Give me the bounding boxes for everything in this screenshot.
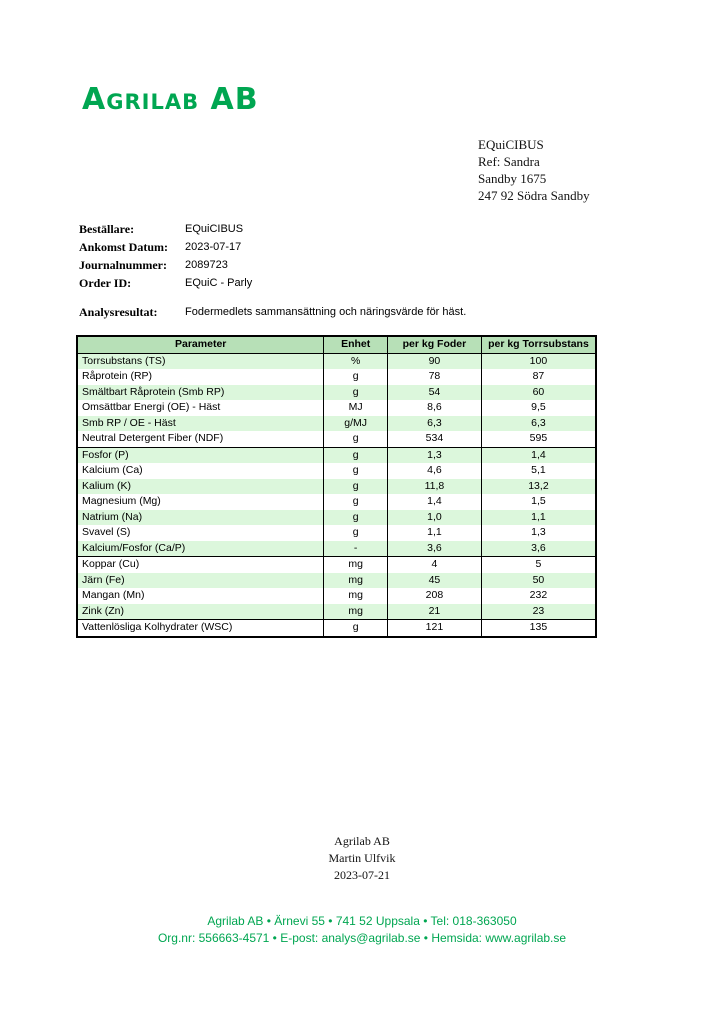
table-row <box>77 525 596 541</box>
info-row <box>79 274 252 292</box>
info-label: Journalnummer: <box>79 257 167 272</box>
table-row <box>77 369 596 385</box>
cell-per-kg-dry-matter <box>481 573 596 589</box>
value-text: 1,1 <box>531 510 546 523</box>
table-row <box>77 400 596 416</box>
company-logo: Agrilab AB <box>82 82 259 117</box>
value-text: 534 <box>425 432 444 444</box>
table-row <box>77 620 596 637</box>
cell-per-kg-feed <box>387 353 481 369</box>
table-row <box>77 573 596 589</box>
cell-parameter: Zink (Zn) <box>77 604 324 620</box>
cell-per-kg-dry-matter <box>481 431 596 447</box>
cell-per-kg-feed <box>387 479 481 495</box>
value-text: 208 <box>425 589 444 601</box>
footer-line: Agrilab AB • Ärnevi 55 • 741 52 Uppsala • Tel: 018-363050 <box>207 914 517 928</box>
table-row <box>77 541 596 557</box>
cell-per-kg-feed <box>387 604 481 620</box>
cell-unit: g <box>324 479 388 495</box>
value-text: 1,4 <box>427 495 442 507</box>
cell-unit: g <box>324 494 388 510</box>
cell-per-kg-feed <box>387 588 481 604</box>
value-text: 21 <box>428 604 441 617</box>
footer-line: Org.nr: 556663-4571 • E-post: analys@agrilab.se • Hemsida: www.agrilab.se <box>157 931 567 945</box>
table-row <box>77 353 596 369</box>
cell-per-kg-dry-matter <box>481 416 596 432</box>
footer <box>0 913 724 947</box>
table-row <box>77 463 596 479</box>
recipient-address <box>478 136 590 204</box>
cell-parameter: Fosfor (P) <box>77 447 324 463</box>
address-line: Sandby 1675 <box>478 171 547 186</box>
cell-per-kg-dry-matter <box>481 479 596 495</box>
analysis-label: Analysresultat: <box>79 304 158 319</box>
cell-per-kg-feed <box>387 416 481 432</box>
cell-unit: mg <box>324 588 388 604</box>
value-text: 121 <box>425 621 444 633</box>
info-label: Order ID: <box>79 275 132 290</box>
cell-per-kg-dry-matter <box>481 525 596 541</box>
cell-per-kg-feed <box>387 573 481 589</box>
cell-unit: g <box>324 510 388 526</box>
value-text: 11,8 <box>424 479 445 492</box>
cell-unit: MJ <box>324 400 388 416</box>
cell-unit: mg <box>324 573 388 589</box>
value-text: 23 <box>532 604 545 617</box>
value-text: 1,3 <box>427 448 442 461</box>
value-text: 5 <box>535 558 542 570</box>
value-text: 1,5 <box>531 495 546 507</box>
cell-parameter: Kalcium/Fosfor (Ca/P) <box>77 541 324 557</box>
cell-per-kg-dry-matter <box>481 369 596 385</box>
info-value: 2089723 <box>185 259 228 271</box>
cell-per-kg-dry-matter <box>481 604 596 620</box>
column-header-parameter: Parameter <box>77 336 324 353</box>
cell-unit: g <box>324 463 388 479</box>
cell-parameter: Svavel (S) <box>77 525 324 541</box>
cell-per-kg-dry-matter <box>481 510 596 526</box>
cell-parameter: Neutral Detergent Fiber (NDF) <box>77 431 324 447</box>
cell-per-kg-feed <box>387 620 481 637</box>
cell-unit: mg <box>324 557 388 573</box>
info-value: 2023-07-17 <box>185 241 242 253</box>
cell-unit: - <box>324 541 388 557</box>
info-value: EQuiC - Parly <box>185 277 253 289</box>
value-text: 595 <box>529 432 548 444</box>
cell-per-kg-feed <box>387 447 481 463</box>
cell-unit: % <box>324 353 388 369</box>
cell-per-kg-dry-matter <box>481 557 596 573</box>
address-line: 247 92 Södra Sandby <box>478 188 590 203</box>
cell-per-kg-feed <box>387 400 481 416</box>
cell-unit: g <box>324 525 388 541</box>
value-text: 3,6 <box>427 541 442 554</box>
cell-parameter: Omsättbar Energi (OE) - Häst <box>77 400 324 416</box>
value-text: 1,0 <box>427 510 442 523</box>
cell-per-kg-dry-matter <box>481 541 596 557</box>
table-row <box>77 588 596 604</box>
analysis-line <box>79 305 466 319</box>
cell-per-kg-dry-matter <box>481 447 596 463</box>
value-text: 5,1 <box>531 464 546 476</box>
cell-per-kg-dry-matter <box>481 494 596 510</box>
table-row <box>77 494 596 510</box>
cell-parameter: Råprotein (RP) <box>77 369 324 385</box>
cell-per-kg-feed <box>387 557 481 573</box>
cell-parameter: Mangan (Mn) <box>77 588 324 604</box>
cell-per-kg-dry-matter <box>481 620 596 637</box>
cell-parameter: Vattenlösliga Kolhydrater (WSC) <box>77 620 324 637</box>
value-text: 6,3 <box>531 416 546 429</box>
info-label: Ankomst Datum: <box>79 239 169 254</box>
value-text: 4 <box>431 558 438 570</box>
address-line: Ref: Sandra <box>478 154 540 169</box>
cell-per-kg-dry-matter <box>481 353 596 369</box>
table-row <box>77 557 596 573</box>
info-value: EQuiCIBUS <box>185 223 244 235</box>
info-row <box>79 220 252 238</box>
column-header-feed: per kg Foder <box>387 336 481 353</box>
value-text: 232 <box>529 589 548 601</box>
cell-parameter: Smb RP / OE - Häst <box>77 416 324 432</box>
cell-per-kg-feed <box>387 494 481 510</box>
cell-per-kg-feed <box>387 541 481 557</box>
value-text: 90 <box>428 354 441 367</box>
cell-per-kg-feed <box>387 385 481 401</box>
table-row <box>77 431 596 447</box>
value-text: 87 <box>532 370 545 382</box>
table-row <box>77 604 596 620</box>
value-text: 8,6 <box>427 401 442 413</box>
cell-parameter: Kalcium (Ca) <box>77 463 324 479</box>
cell-per-kg-feed <box>387 525 481 541</box>
cell-parameter: Kalium (K) <box>77 479 324 495</box>
cell-per-kg-feed <box>387 463 481 479</box>
cell-unit: g/MJ <box>324 416 388 432</box>
value-text: 13,2 <box>528 479 549 492</box>
cell-per-kg-dry-matter <box>481 400 596 416</box>
value-text: 135 <box>529 621 548 633</box>
value-text: 45 <box>428 573 441 586</box>
cell-unit: g <box>324 369 388 385</box>
cell-parameter: Natrium (Na) <box>77 510 324 526</box>
signature-line: Agrilab AB <box>334 834 390 848</box>
cell-per-kg-dry-matter <box>481 463 596 479</box>
value-text: 1,1 <box>427 526 442 538</box>
column-header-unit: Enhet <box>324 336 388 353</box>
cell-parameter: Koppar (Cu) <box>77 557 324 573</box>
value-text: 78 <box>428 370 441 382</box>
signature-block <box>0 833 724 884</box>
value-text: 3,6 <box>531 541 546 554</box>
value-text: 4,6 <box>427 464 442 476</box>
info-row <box>79 256 252 274</box>
results-table <box>76 335 597 638</box>
cell-per-kg-feed <box>387 510 481 526</box>
cell-unit: g <box>324 620 388 637</box>
value-text: 1,3 <box>531 526 546 538</box>
cell-parameter: Järn (Fe) <box>77 573 324 589</box>
cell-per-kg-dry-matter <box>481 588 596 604</box>
table-header-row <box>77 336 596 353</box>
table-row <box>77 385 596 401</box>
value-text: 60 <box>532 385 545 398</box>
signature-line: Martin Ulfvik <box>328 851 396 865</box>
info-label: Beställare: <box>79 221 135 236</box>
cell-per-kg-feed <box>387 431 481 447</box>
analysis-value: Fodermedlets sammansättning och näringsvärde för häst. <box>185 306 467 318</box>
order-info <box>79 220 252 292</box>
value-text: 100 <box>529 354 548 367</box>
cell-unit: mg <box>324 604 388 620</box>
table-row <box>77 416 596 432</box>
value-text: 6,3 <box>427 416 442 429</box>
cell-per-kg-feed <box>387 369 481 385</box>
table-row <box>77 510 596 526</box>
info-row <box>79 238 252 256</box>
table-row <box>77 479 596 495</box>
cell-unit: g <box>324 447 388 463</box>
cell-parameter: Smältbart Råprotein (Smb RP) <box>77 385 324 401</box>
value-text: 1,4 <box>531 448 546 461</box>
value-text: 9,5 <box>531 401 546 413</box>
cell-unit: g <box>324 431 388 447</box>
cell-parameter: Magnesium (Mg) <box>77 494 324 510</box>
address-line: EQuiCIBUS <box>478 137 544 152</box>
signature-line: 2023-07-21 <box>334 868 390 882</box>
cell-unit: g <box>324 385 388 401</box>
value-text: 54 <box>428 385 441 398</box>
value-text: 50 <box>532 573 545 586</box>
cell-parameter: Torrsubstans (TS) <box>77 353 324 369</box>
column-header-dry-matter: per kg Torrsubstans <box>481 336 596 353</box>
table-row <box>77 447 596 463</box>
cell-per-kg-dry-matter <box>481 385 596 401</box>
